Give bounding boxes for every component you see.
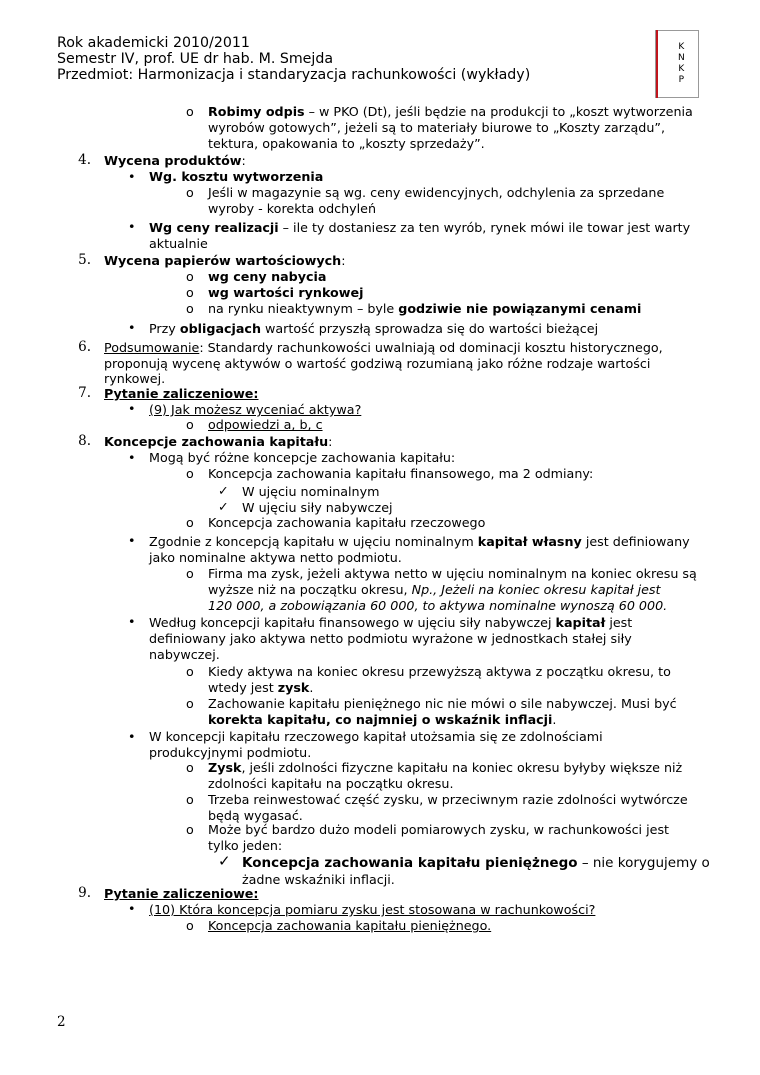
circle-marker: o	[186, 466, 194, 481]
przy-obligacjach: Przy obligacjach wartość przyszłą sprowadza się do wartości bieżącej	[149, 321, 599, 336]
item-number-7: 7.	[78, 385, 91, 401]
kapital-pieniezny-line-1: Zachowanie kapitału pieniężnego nic nie mówi o sile nabywczej. Musi być	[208, 696, 677, 711]
odpis-line-3: tektura, opakowania to „koszty sprzedaży”.	[208, 136, 485, 151]
nominalny-line-1: Zgodnie z koncepcją kapitału w ujęciu nominalnym kapitał własny jest definiowany	[149, 534, 690, 549]
podsumowanie-line-2: proponują wycenę aktywów o wartość godziwą rozumianą jako różne rodzaje wartości	[104, 356, 651, 371]
wg-ceny-nabycia: wg ceny nabycia	[208, 269, 327, 284]
firma-zysk-line-1: Firma ma zysk, jeżeli aktywa netto w ujęciu nominalnym na koniec okresu są	[208, 566, 697, 581]
circle-marker: o	[186, 515, 194, 530]
wg-ceny-realizacji-line-1: Wg ceny realizacji – ile ty dostaniesz za ten wyrób, rynek mówi ile towar jest warty	[149, 220, 691, 235]
logo-red-bar	[656, 30, 658, 98]
knkp-logo	[655, 30, 699, 98]
bullet-marker: •	[128, 320, 136, 335]
sila-nabywcza-line-3: nabywczej.	[149, 647, 220, 662]
circle-marker: o	[186, 301, 194, 316]
rzeczowy-line-1: W koncepcji kapitału rzeczowego kapitał utożsamia się ze zdolnościami	[149, 729, 603, 744]
odpis-line-1: Robimy odpis – w PKO (Dt), jeśli będzie na produkcji to „koszt wytworzenia	[208, 104, 693, 119]
circle-marker: o	[186, 104, 194, 119]
heading-wycena-produktow: Wycena produktów:	[104, 153, 246, 168]
modele-line-2: tylko jeden:	[208, 838, 283, 853]
kapital-finansowy: Koncepcja zachowania kapitału finansowego, ma 2 odmiany:	[208, 466, 594, 481]
bullet-marker: •	[128, 729, 136, 744]
nominalny-line-2: jako nominalne aktywa netto podmiotu.	[149, 550, 402, 565]
wg-wartosci-rynkowej: wg wartości rynkowej	[208, 285, 364, 300]
kiedy-aktywa-line-2: wtedy jest zysk.	[208, 680, 314, 695]
item-number-6: 6.	[78, 339, 91, 355]
item-number-5: 5.	[78, 252, 91, 268]
check-icon: ✓	[218, 852, 231, 870]
bullet-marker: •	[128, 401, 136, 416]
ujecie-sily-nabywczej: W ujęciu siły nabywczej	[242, 500, 393, 515]
circle-marker: o	[186, 566, 194, 581]
odchylenia-line-2: wyroby - korekta odchyleń	[208, 201, 377, 216]
bullet-marker: •	[128, 219, 136, 234]
kapital-rzeczowy: Koncepcja zachowania kapitału rzeczowego	[208, 515, 486, 530]
wg-ceny-realizacji-line-2: aktualnie	[149, 236, 208, 251]
item-number-4: 4.	[78, 152, 91, 168]
check-icon: ✓	[218, 483, 229, 498]
pytanie-zaliczeniowe-heading: Pytanie zaliczeniowe:	[104, 386, 259, 401]
rynek-nieaktywny: na rynku nieaktywnym – byle godziwie nie powiązanymi cenami	[208, 301, 642, 316]
kiedy-aktywa-line-1: Kiedy aktywa na koniec okresu przewyższą aktywa z początku okresu, to	[208, 664, 671, 679]
koncepcja-pienieznego-line-1: Koncepcja zachowania kapitału pieniężnego – nie korygujemy o	[242, 855, 710, 871]
circle-marker: o	[186, 918, 194, 933]
sila-nabywcza-line-2: definiowany jako aktywa netto podmiotu wyrażone w jednostkach stałej siły	[149, 631, 632, 646]
reinwestowac-line-1: Trzeba reinwestować część zysku, w przeciwnym razie zdolności wytwórcze	[208, 792, 688, 807]
podsumowanie-line-1: Podsumowanie: Standardy rachunkowości uwalniają od dominacji kosztu historycznego,	[104, 340, 663, 355]
pytanie-zaliczeniowe-heading-2: Pytanie zaliczeniowe:	[104, 886, 259, 901]
zysk-line-1: Zysk, jeśli zdolności fizyczne kapitału na koniec okresu byłyby większe niż	[208, 760, 683, 775]
firma-zysk-line-2: wyższe niż na początku okresu, Np., Jeżeli na koniec okresu kapitał jest	[208, 582, 661, 597]
circle-marker: o	[186, 792, 194, 807]
kapital-pieniezny-line-2: korekta kapitału, co najmniej o wskaźnik inflacji.	[208, 712, 557, 727]
circle-marker: o	[186, 285, 194, 300]
circle-marker: o	[186, 269, 194, 284]
odpis-line-2: wyrobów gotowych”, jeżeli są to materiały biurowe to „Koszty zarządu”,	[208, 120, 665, 135]
page-number: 2	[57, 1014, 66, 1030]
answer-10: Koncepcja zachowania kapitału pieniężnego.	[208, 918, 492, 933]
bullet-marker: •	[128, 450, 136, 465]
rozne-koncepcje: Mogą być różne koncepcje zachowania kapitału:	[149, 450, 456, 465]
ujecie-nominalne: W ujęciu nominalnym	[242, 484, 380, 499]
circle-marker: o	[186, 417, 194, 432]
header-line-semester: Semestr IV, prof. UE dr hab. M. Smejda	[57, 51, 334, 67]
bullet-marker: •	[128, 614, 136, 629]
logo-letters: K N K P	[678, 42, 685, 85]
circle-marker: o	[186, 664, 194, 679]
answer-9: odpowiedzi a, b, c	[208, 417, 323, 432]
reinwestowac-line-2: będą wygasać.	[208, 808, 303, 823]
circle-marker: o	[186, 185, 194, 200]
wg-kosztu-wytworzenia: Wg. kosztu wytworzenia	[149, 169, 324, 184]
circle-marker: o	[186, 760, 194, 775]
header-line-subject: Przedmiot: Harmonizacja i standaryzacja rachunkowości (wykłady)	[57, 67, 531, 83]
item-number-9: 9.	[78, 885, 91, 901]
podsumowanie-line-3: rynkowej.	[104, 371, 166, 386]
bullet-marker: •	[128, 533, 136, 548]
sila-nabywcza-line-1: Według koncepcji kapitału finansowego w ujęciu siły nabywczej kapitał jest	[149, 615, 633, 630]
firma-zysk-line-3: 120 000, a zobowiązania 60 000, to aktywa nominalne wynoszą 60 000.	[208, 598, 668, 613]
bullet-marker: •	[128, 901, 136, 916]
question-9: (9) Jak możesz wyceniać aktywa?	[149, 402, 362, 417]
heading-koncepcje: Koncepcje zachowania kapitału:	[104, 434, 333, 449]
item-number-8: 8.	[78, 433, 91, 449]
question-10: (10) Która koncepcja pomiaru zysku jest stosowana w rachunkowości?	[149, 902, 596, 917]
modele-line-1: Może być bardzo dużo modeli pomiarowych zysku, w rachunkowości jest	[208, 822, 670, 837]
heading-wycena-papierow: Wycena papierów wartościowych:	[104, 253, 346, 268]
bullet-marker: •	[128, 169, 136, 184]
circle-marker: o	[186, 822, 194, 837]
rzeczowy-line-2: produkcyjnymi podmiotu.	[149, 745, 312, 760]
zysk-line-2: zdolności kapitału na początku okresu.	[208, 776, 454, 791]
check-icon: ✓	[218, 499, 229, 514]
odchylenia-line-1: Jeśli w magazynie są wg. ceny ewidencyjnych, odchylenia za sprzedane	[208, 185, 665, 200]
koncepcja-pienieznego-line-2: żadne wskaźniki inflacji.	[242, 872, 395, 887]
circle-marker: o	[186, 696, 194, 711]
header-line-academic-year: Rok akademicki 2010/2011	[57, 35, 250, 51]
